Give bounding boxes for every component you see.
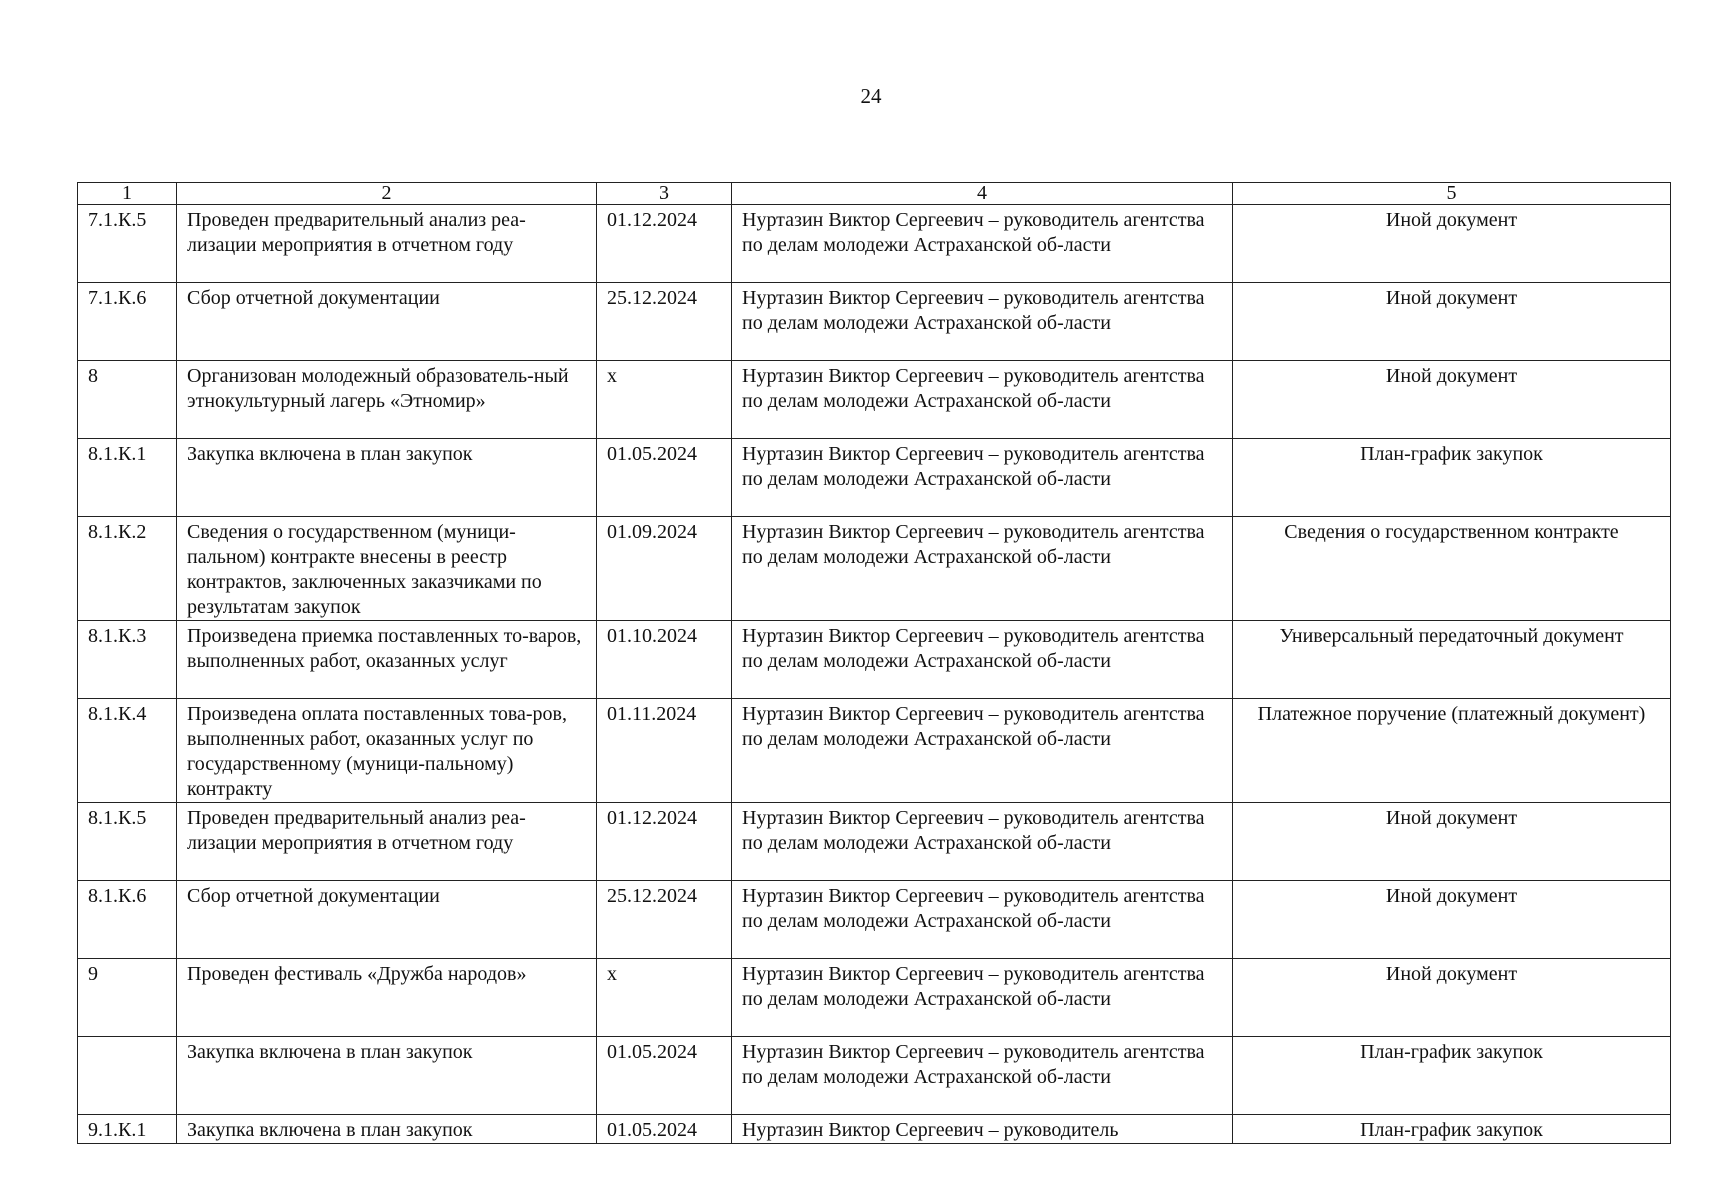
row-code: 9.1.К.1 xyxy=(78,1115,177,1144)
row-event: Сбор отчетной документации xyxy=(177,283,597,361)
row-document: План-график закупок xyxy=(1233,1115,1671,1144)
row-document: Иной документ xyxy=(1233,959,1671,1037)
row-document: Иной документ xyxy=(1233,283,1671,361)
row-date: 01.11.2024 xyxy=(597,699,732,803)
row-date: 25.12.2024 xyxy=(597,283,732,361)
table-row xyxy=(78,1037,1671,1115)
page-number: 24 xyxy=(860,84,882,108)
row-event: Проведен предварительный анализ реа-лизации мероприятия в отчетном году xyxy=(177,803,597,881)
row-code: 8.1.К.4 xyxy=(78,699,177,803)
row-responsible: Нуртазин Виктор Сергеевич – руководитель агентства по делам молодежи Астраханской об-ласти xyxy=(732,1037,1233,1115)
row-event: Сведения о государственном (муници-пальном) контракте внесены в реестр контрактов, заключенных заказчиками по результатам закупок xyxy=(177,517,597,621)
row-responsible: Нуртазин Виктор Сергеевич – руководитель агентства по делам молодежи Астраханской об-ласти xyxy=(732,439,1233,517)
row-responsible: Нуртазин Виктор Сергеевич – руководитель агентства по делам молодежи Астраханской об-ласти xyxy=(732,699,1233,803)
row-code: 8.1.К.1 xyxy=(78,439,177,517)
row-code: 8.1.К.5 xyxy=(78,803,177,881)
row-document: Иной документ xyxy=(1233,205,1671,283)
row-date: х xyxy=(597,361,732,439)
table-row xyxy=(78,803,1671,881)
row-document: Иной документ xyxy=(1233,881,1671,959)
row-responsible: Нуртазин Виктор Сергеевич – руководитель агентства по делам молодежи Астраханской об-ласти xyxy=(732,621,1233,699)
table-row xyxy=(78,205,1671,283)
row-responsible: Нуртазин Виктор Сергеевич – руководитель агентства по делам молодежи Астраханской об-ласти xyxy=(732,517,1233,621)
row-event: Произведена оплата поставленных това-ров, выполненных работ, оказанных услуг по государственному (муници-пальному) контракту xyxy=(177,699,597,803)
row-event: Организован молодежный образователь-ный этнокультурный лагерь «Этномир» xyxy=(177,361,597,439)
row-date: 01.09.2024 xyxy=(597,517,732,621)
row-date: 01.05.2024 xyxy=(597,1115,732,1144)
row-event: Сбор отчетной документации xyxy=(177,881,597,959)
row-responsible: Нуртазин Виктор Сергеевич – руководитель агентства по делам молодежи Астраханской об-ласти xyxy=(732,803,1233,881)
table-row xyxy=(78,881,1671,959)
row-date: 01.12.2024 xyxy=(597,205,732,283)
row-code: 8.1.К.6 xyxy=(78,881,177,959)
row-event: Проведен фестиваль «Дружба народов» xyxy=(177,959,597,1037)
row-code: 9 xyxy=(78,959,177,1037)
row-responsible: Нуртазин Виктор Сергеевич – руководитель агентства по делам молодежи Астраханской об-ласти xyxy=(732,881,1233,959)
header-cell: 2 xyxy=(177,183,597,205)
row-responsible: Нуртазин Виктор Сергеевич – руководитель xyxy=(732,1115,1233,1144)
row-document: Иной документ xyxy=(1233,361,1671,439)
row-event: Проведен предварительный анализ реа-лизации мероприятия в отчетном году xyxy=(177,205,597,283)
table-row xyxy=(78,621,1671,699)
row-code: 8 xyxy=(78,361,177,439)
table-row xyxy=(78,439,1671,517)
row-event: Закупка включена в план закупок xyxy=(177,1037,597,1115)
header-cell: 3 xyxy=(597,183,732,205)
row-event: Закупка включена в план закупок xyxy=(177,1115,597,1144)
header-cell: 5 xyxy=(1233,183,1671,205)
row-responsible: Нуртазин Виктор Сергеевич – руководитель агентства по делам молодежи Астраханской об-ласти xyxy=(732,283,1233,361)
header-cell: 1 xyxy=(78,183,177,205)
row-document: Иной документ xyxy=(1233,803,1671,881)
row-code: 8.1.К.3 xyxy=(78,621,177,699)
row-event: Произведена приемка поставленных то-варов, выполненных работ, оказанных услуг xyxy=(177,621,597,699)
row-responsible: Нуртазин Виктор Сергеевич – руководитель агентства по делам молодежи Астраханской об-ласти xyxy=(732,959,1233,1037)
table-row xyxy=(78,361,1671,439)
table-row xyxy=(78,699,1671,803)
row-code: 8.1.К.2 xyxy=(78,517,177,621)
row-responsible: Нуртазин Виктор Сергеевич – руководитель агентства по делам молодежи Астраханской об-ласти xyxy=(732,361,1233,439)
row-code: 7.1.К.5 xyxy=(78,205,177,283)
row-document: План-график закупок xyxy=(1233,1037,1671,1115)
table-row xyxy=(78,283,1671,361)
table-row xyxy=(78,1115,1671,1144)
row-date: 01.12.2024 xyxy=(597,803,732,881)
row-date: х xyxy=(597,959,732,1037)
row-document: Платежное поручение (платежный документ) xyxy=(1233,699,1671,803)
row-event: Закупка включена в план закупок xyxy=(177,439,597,517)
row-document: Универсальный передаточный документ xyxy=(1233,621,1671,699)
plan-table xyxy=(77,182,1671,1144)
row-date: 01.10.2024 xyxy=(597,621,732,699)
row-date: 01.05.2024 xyxy=(597,439,732,517)
table-row xyxy=(78,959,1671,1037)
row-code: 7.1.К.6 xyxy=(78,283,177,361)
table-row xyxy=(78,517,1671,621)
row-responsible: Нуртазин Виктор Сергеевич – руководитель агентства по делам молодежи Астраханской об-ласти xyxy=(732,205,1233,283)
row-date: 01.05.2024 xyxy=(597,1037,732,1115)
row-document: Сведения о государственном контракте xyxy=(1233,517,1671,621)
row-document: План-график закупок xyxy=(1233,439,1671,517)
header-row xyxy=(78,183,1671,205)
row-code xyxy=(78,1037,177,1115)
row-date: 25.12.2024 xyxy=(597,881,732,959)
header-cell: 4 xyxy=(732,183,1233,205)
